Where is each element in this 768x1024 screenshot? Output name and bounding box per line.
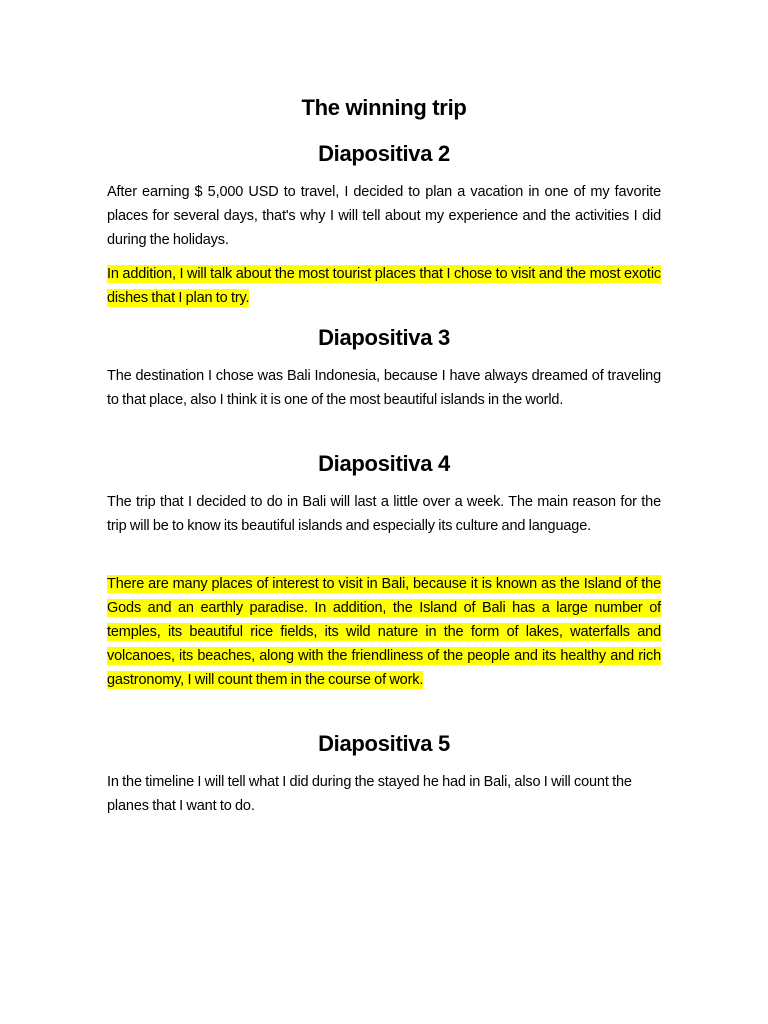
paragraph-diapositiva-3: The destination I chose was Bali Indonesia, because I have always dreamed of traveling to that place, also I think it is one of the most beautiful islands in the world. <box>107 368 661 408</box>
highlighted-paragraph-diapositiva-4 <box>107 572 661 692</box>
paragraph-diapositiva-2-intro: After earning $ 5,000 USD to travel, I decided to plan a vacation in one of my favorite places for several days, that's why I will tell about my experience and the activities I did during the holidays. <box>107 184 661 248</box>
section-heading-diapositiva-4: Diapositiva 4 <box>318 451 450 476</box>
document-title: The winning trip <box>301 95 467 120</box>
highlighted-text: There are many places of interest to visit in Bali, because it is known as the Island of the Gods and an earthly paradise. In addition, the Island of Bali has a large number of temples, its beautiful rice fields, its wild nature in the form of lakes, waterfalls and volcanoes, its beaches, along with the friendliness of the people and its healthy and rich gastronomy, I will count them in the course of work. <box>107 576 661 688</box>
paragraph-diapositiva-4-intro: The trip that I decided to do in Bali will last a little over a week. The main reason for the trip will be to know its beautiful islands and especially its culture and language. <box>107 494 661 534</box>
highlighted-paragraph-diapositiva-2 <box>107 262 661 310</box>
section-heading-diapositiva-5: Diapositiva 5 <box>318 731 450 756</box>
section-heading-diapositiva-3: Diapositiva 3 <box>318 325 450 350</box>
paragraph-diapositiva-5: In the timeline I will tell what I did during the stayed he had in Bali, also I will count the planes that I want to do. <box>107 774 632 814</box>
highlighted-text: In addition, I will talk about the most tourist places that I chose to visit and the most exotic dishes that I plan to try. <box>107 266 661 306</box>
section-heading-diapositiva-2: Diapositiva 2 <box>318 141 450 166</box>
